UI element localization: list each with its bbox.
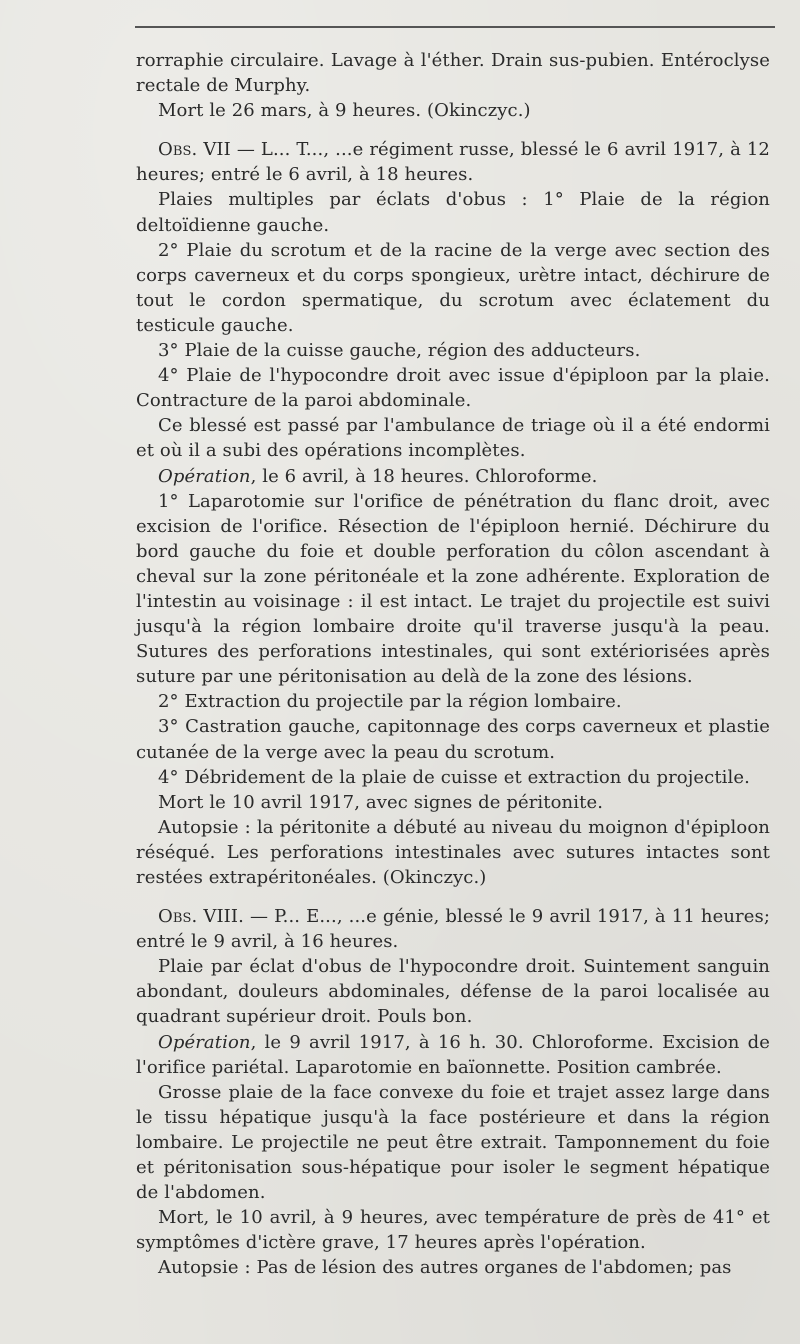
observation-text: . — P... E..., ...e génie, blessé le 9 avril 1917, à 11 heures; entré le 9 avril, à 16 heures. — [136, 906, 770, 953]
paragraph: Grosse plaie de la face convexe du foie et trajet assez large dans le tissu hépatique jusqu'à la face postérieure et dans la région lombaire. Le projectile ne peut être extrait. Tamponnement du foie et péritonisation sous-hépatique pour isoler le segment hépatique de l'abdomen. — [136, 1081, 770, 1204]
paragraph: Autopsie : la péritonite a débuté au niveau du moignon d'épiploon réséqué. Les perforations intestinales avec sutures intactes sont restées extrapéritonéales. (Okinczyc.) — [136, 816, 770, 888]
paragraph-continuation: rorraphie circulaire. Lavage à l'éther. Drain sus-pubien. Entéroclyse rectale de Murphy. — [136, 50, 770, 97]
observation-heading-7 — [136, 137, 770, 187]
observation-label: Obs. VII — [158, 139, 231, 161]
paragraph: Plaie par éclat d'obus de l'hypocondre droit. Suintement sanguin abondant, douleurs abdominales, défense de la paroi localisée au quadrant supérieur droit. Pouls bon. — [136, 956, 770, 1028]
paragraph: Ce blessé est passé par l'ambulance de triage où il a été endormi et où il a subi des opérations incomplètes. — [136, 415, 770, 462]
paragraph: 2° Plaie du scrotum et de la racine de la verge avec section des corps caverneux et du corps spongieux, urètre intact, déchirure de tout le cordon spermatique, du scrotum avec éclatement du testicule gauche. — [136, 239, 770, 336]
operation-paragraph — [136, 1030, 770, 1080]
operation-text: , le 9 avril 1917, à 16 h. 30. Chloroforme. Excision de l'orifice pariétal. Laparotomie en baïonnette. Position cambrée. — [136, 1031, 770, 1078]
paragraph: 4° Plaie de l'hypocondre droit avec issue d'épiploon par la plaie. Contracture de la paroi abdominale. — [136, 365, 770, 412]
operation-label: Opération — [158, 1031, 251, 1053]
paragraph: Autopsie : Pas de lésion des autres organes de l'abdomen; pas — [158, 1257, 732, 1279]
paragraph: Mort le 10 avril 1917, avec signes de péritonite. — [158, 791, 604, 813]
header-rule — [135, 26, 775, 28]
observation-heading-8 — [136, 904, 770, 954]
paragraph: 3° Castration gauche, capitonnage des corps caverneux et plastie cutanée de la verge avec la peau du scrotum. — [136, 716, 770, 763]
observation-text: — L... T..., ...e régiment russe, blessé le 6 avril 1917, à 12 heures; entré le 6 avril, à 18 heures. — [136, 139, 770, 186]
body-text — [136, 48, 770, 1281]
operation-label: Opération — [158, 465, 251, 487]
paragraph: Mort le 26 mars, à 9 heures. (Okinczyc.) — [158, 100, 531, 122]
paragraph: 1° Laparotomie sur l'orifice de pénétration du flanc droit, avec excision de l'orifice. Résection de l'épiploon hernié. Déchirure du bord gauche du foie et double perforation du côlon ascendant à cheval sur la zone péritonéale et la zone adhérente. Exploration de l'intestin au voisinage : il est intact. Le trajet du projectile est suivi jusqu'à la région lombaire droite qu'il traverse jusqu'à la peau. Sutures des perforations intestinales, qui sont extériorisées après suture par une péritonisation au delà de la zone des lésions. — [136, 490, 770, 688]
operation-paragraph — [136, 464, 770, 489]
paragraph: Plaies multiples par éclats d'obus : 1° Plaie de la région deltoïdienne gauche. — [136, 189, 770, 236]
paragraph: 3° Plaie de la cuisse gauche, région des adducteurs. — [158, 340, 641, 362]
operation-text: , le 6 avril, à 18 heures. Chloroforme. — [250, 465, 598, 487]
paragraph: Mort, le 10 avril, à 9 heures, avec température de près de 41° et symptômes d'ictère grave, 17 heures après l'opération. — [136, 1207, 770, 1254]
paragraph: 4° Débridement de la plaie de cuisse et extraction du projectile. — [158, 766, 750, 788]
observation-label: Obs. VIII — [158, 906, 239, 928]
paragraph: 2° Extraction du projectile par la région lombaire. — [158, 691, 622, 713]
